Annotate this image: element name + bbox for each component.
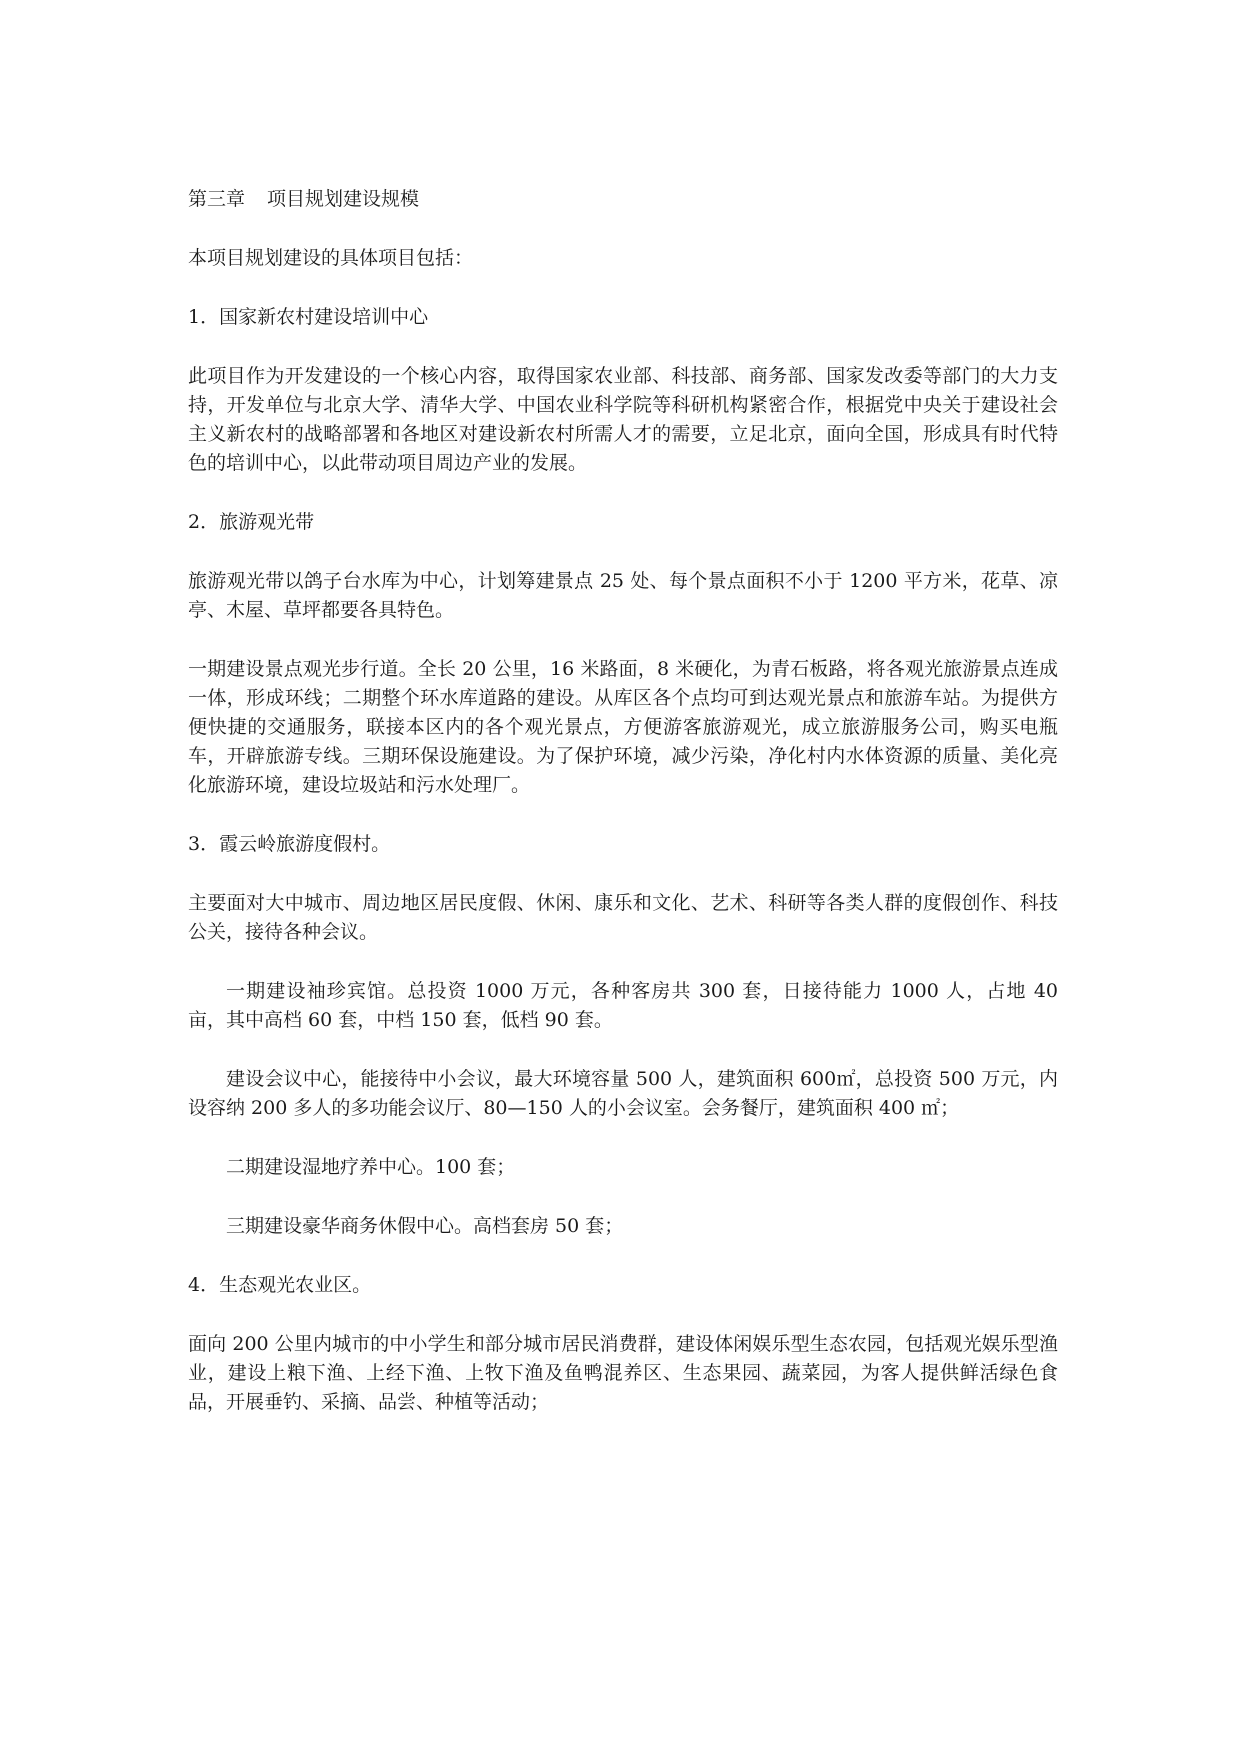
section-3-paragraph: 主要面对大中城市、周边地区居民度假、休闲、康乐和文化、艺术、科研等各类人群的度假创作、科技公关，接待各种会议。	[188, 892, 1058, 943]
chapter-heading	[188, 185, 1058, 214]
intro-paragraph: 本项目规划建设的具体项目包括：	[188, 247, 474, 269]
document-page	[188, 185, 1058, 1447]
section-2-paragraph-2: 一期建设景点观光步行道。全长 20 公里，16 米路面，8 米硬化，为青石板路，将各观光旅游景点连成一体，形成环线；二期整个环水库道路的建设。从库区各个点均可到达观光景点和旅游车站。为提供方便快捷的交通服务，联接本区内的各个观光景点，方便游客旅游观光，成立旅游服务公司，购买电瓶车，开辟旅游专线。三期环保设施建设。为了保护环境，减少污染，净化村内水体资源的质量、美化亮化旅游环境，建设垃圾站和污水处理厂。	[188, 658, 1058, 796]
section-heading-4: 4．生态观光农业区。	[188, 1274, 372, 1296]
chapter-title: 项目规划建设规模	[267, 188, 420, 210]
section-heading-3: 3．霞云岭旅游度假村。	[188, 833, 391, 855]
section-2-paragraph-1: 旅游观光带以鸽子台水库为中心，计划筹建景点 25 处、每个景点面积不小于 1200 平方米，花草、凉亭、木屋、草坪都要各具特色。	[188, 570, 1058, 621]
section-3-phase-3: 三期建设豪华商务休假中心。高档套房 50 套；	[226, 1215, 624, 1237]
section-4-paragraph: 面向 200 公里内城市的中小学生和部分城市居民消费群，建设体闲娱乐型生态农园，包括观光娱乐型渔业，建设上粮下渔、上经下渔、上牧下渔及鱼鸭混养区、生态果园、蔬菜园，为客人提供鲜活绿色食品，开展垂钓、采摘、品尝、种植等活动；	[188, 1333, 1058, 1413]
section-heading-1: 1．国家新农村建设培训中心	[188, 306, 429, 328]
section-heading-2: 2．旅游观光带	[188, 511, 315, 533]
section-3-phase-2: 二期建设湿地疗养中心。100 套；	[226, 1156, 516, 1178]
section-3-conference-center: 建设会议中心，能接待中小会议，最大环境容量 500 人，建筑面积 600㎡，总投资 500 万元，内设容纳 200 多人的多功能会议厅、80—150 人的小会议室。会务餐厅，建筑面积 400 ㎡；	[188, 1068, 1058, 1119]
chapter-number: 第三章	[188, 188, 246, 210]
section-1-paragraph: 此项目作为开发建设的一个核心内容，取得国家农业部、科技部、商务部、国家发改委等部门的大力支持，开发单位与北京大学、清华大学、中国农业科学院等科研机构紧密合作，根据党中央关于建设社会主义新农村的战略部署和各地区对建设新农村所需人才的需要，立足北京，面向全国，形成具有时代特色的培训中心，以此带动项目周边产业的发展。	[188, 365, 1058, 474]
section-3-phase-1-hotel: 一期建设袖珍宾馆。总投资 1000 万元，各种客房共 300 套，日接待能力 1000 人，占地 40 亩，其中高档 60 套，中档 150 套，低档 90 套。	[188, 980, 1058, 1031]
